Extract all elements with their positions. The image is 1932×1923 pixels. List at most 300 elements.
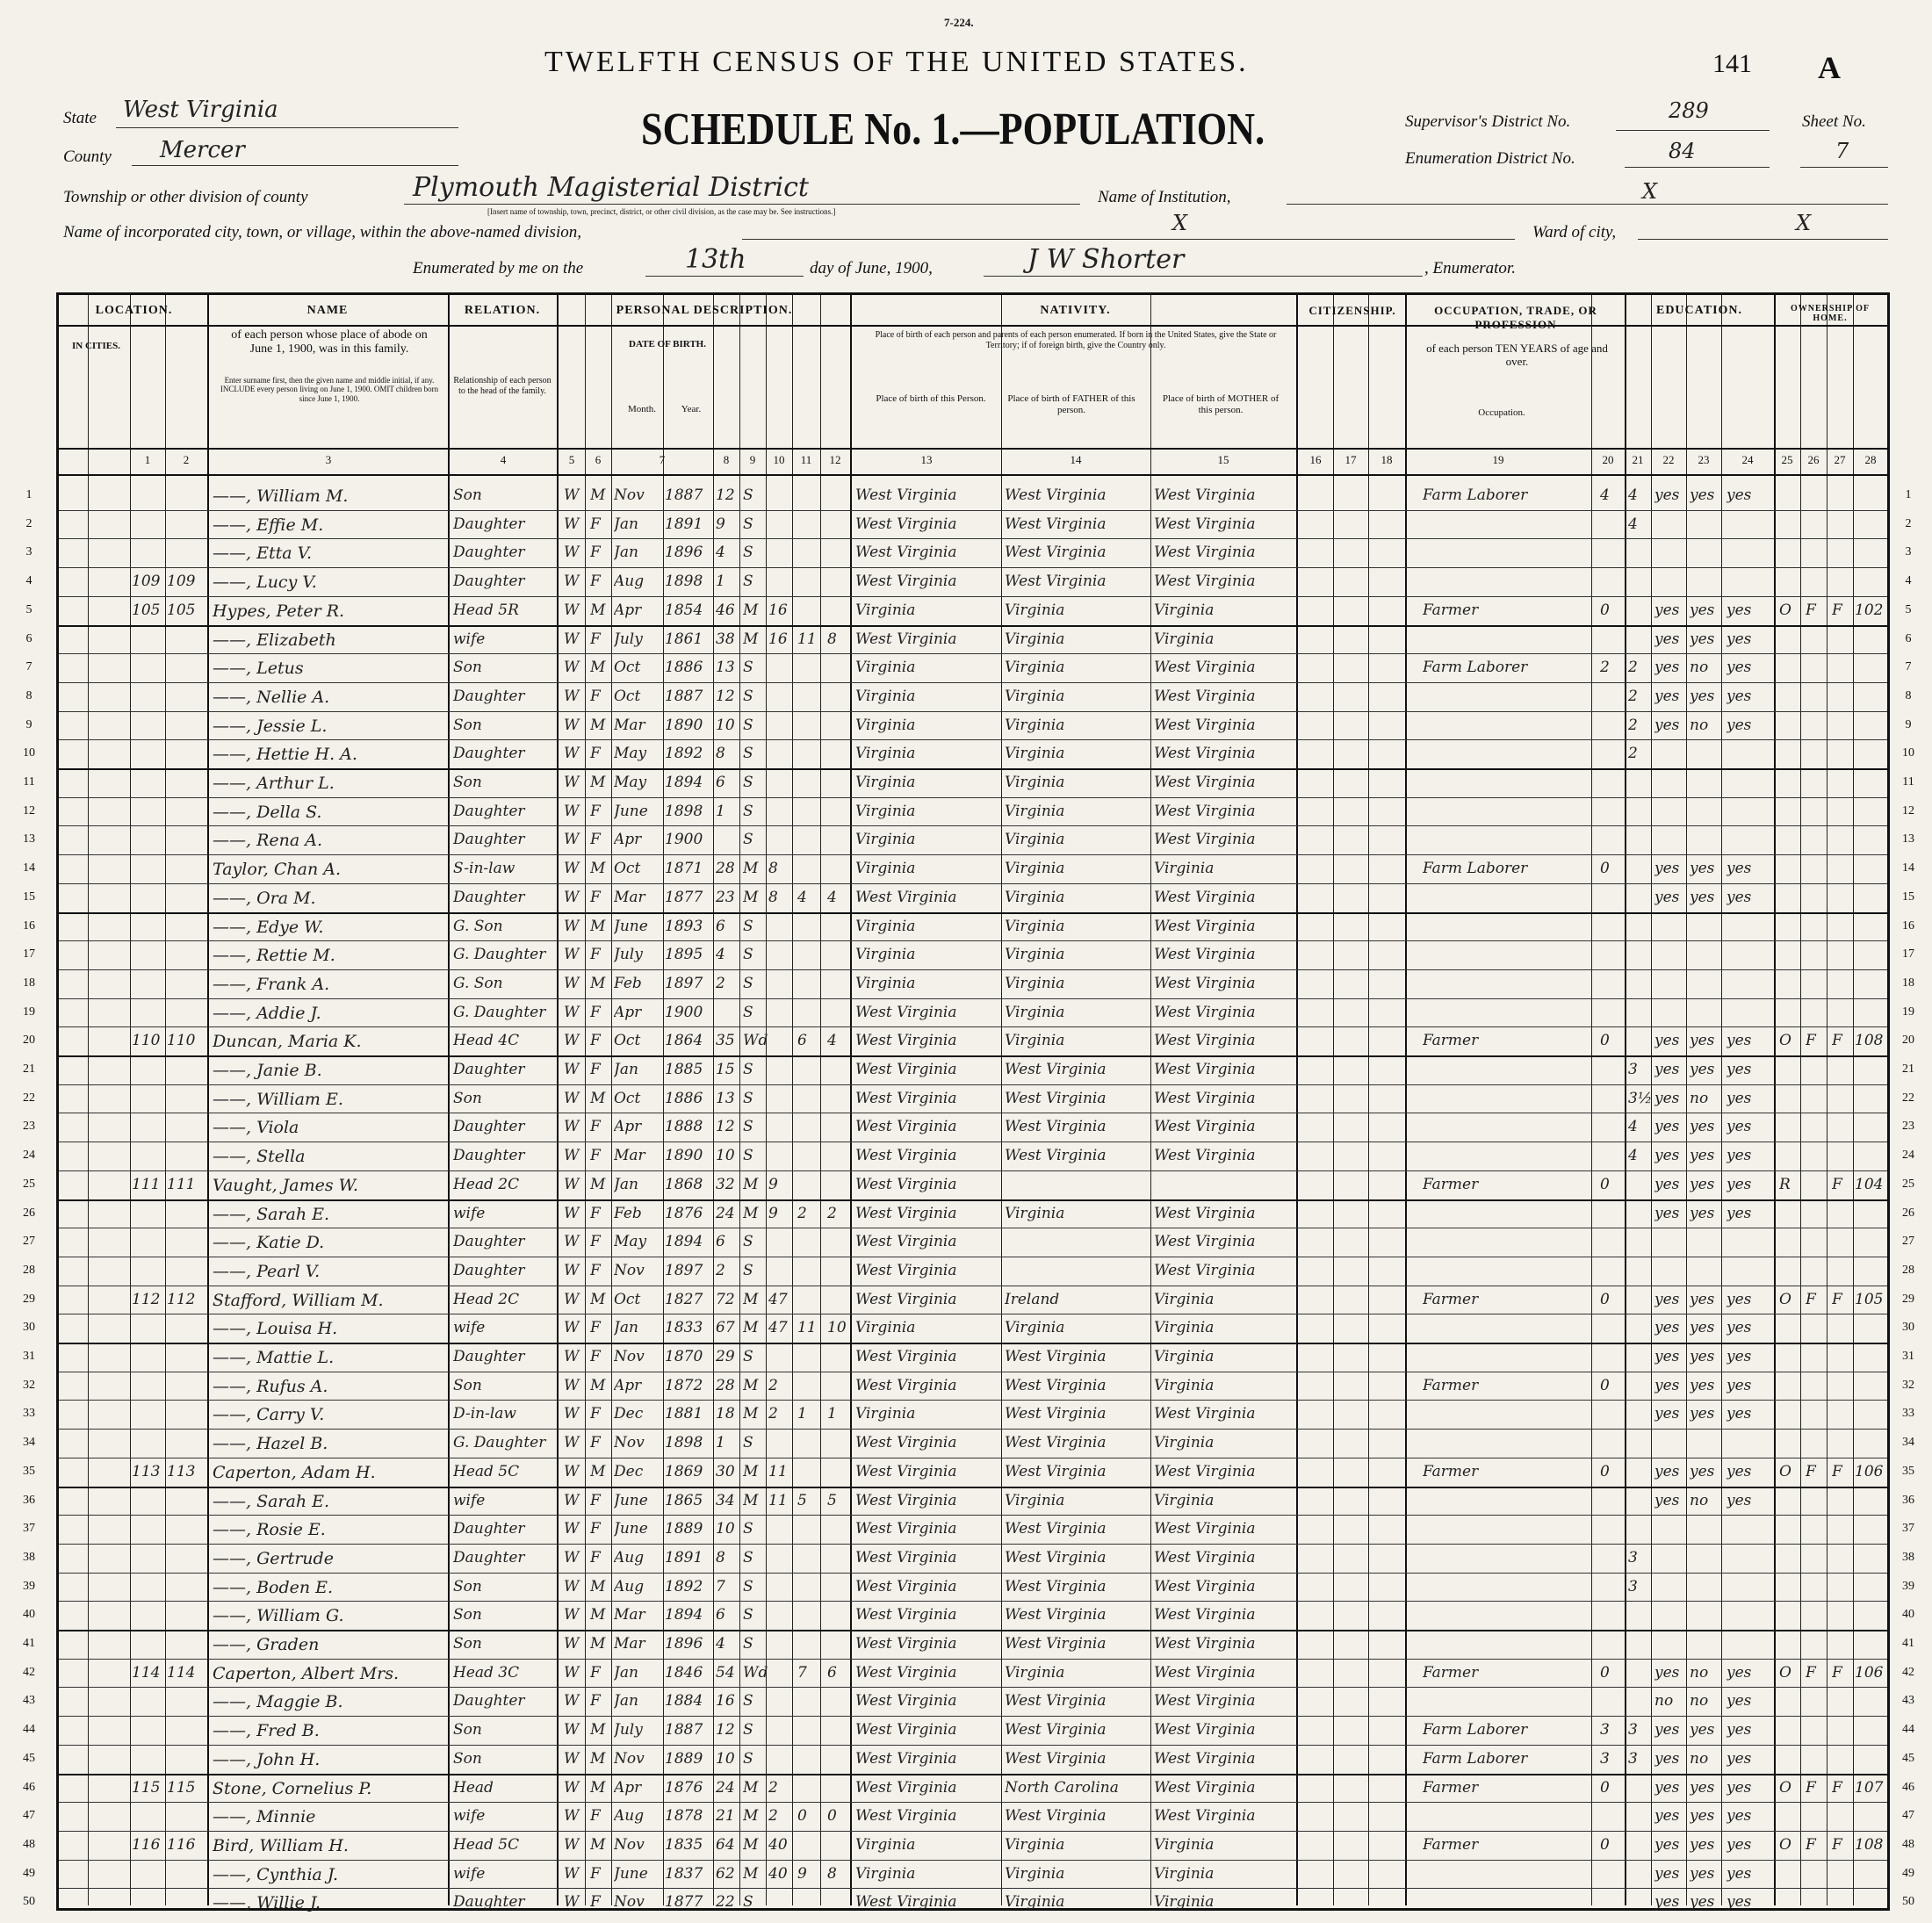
- column-number: 13: [920, 453, 933, 466]
- cell-color: W: [564, 1348, 580, 1365]
- occupation-header: OCCUPATION, TRADE, OR PROFESSION: [1434, 304, 1597, 331]
- cell-bm: Virginia: [1154, 1864, 1215, 1883]
- column-number: 14: [1070, 453, 1082, 466]
- cell-liv: 1: [827, 1405, 837, 1423]
- cell-ms: M: [743, 1376, 759, 1394]
- cell-sched: 106: [1855, 1462, 1884, 1480]
- cell-month: Aug: [614, 573, 645, 591]
- cell-rel: Head 5R: [453, 601, 519, 619]
- cell-yrs: 47: [768, 1290, 788, 1308]
- cell-read: yes: [1654, 1089, 1680, 1107]
- schedule-title: SCHEDULE No. 1.—POPULATION.: [641, 104, 1265, 155]
- cell-month: Nov: [614, 1749, 645, 1768]
- line-number: 32: [1902, 1378, 1914, 1392]
- cell-eng: yes: [1727, 1807, 1752, 1826]
- cell-bp: West Virginia: [855, 1233, 957, 1251]
- relation-description: Relationship of each person to the head of the family.: [453, 376, 551, 396]
- cell-sched: 105: [1855, 1290, 1884, 1308]
- cell-yrs: 16: [768, 630, 788, 648]
- cell-write: no: [1690, 1089, 1709, 1107]
- cell-color: W: [564, 1233, 580, 1251]
- column-number: 7: [659, 453, 666, 466]
- sheet-letter: A: [1818, 50, 1841, 85]
- cell-color: W: [564, 1204, 580, 1222]
- cell-bm: West Virginia: [1154, 1089, 1256, 1107]
- cell-sex: F: [590, 1692, 601, 1711]
- cell-eng: yes: [1727, 1462, 1752, 1480]
- cell-month: Nov: [614, 486, 645, 504]
- cell-bm: Virginia: [1154, 1835, 1215, 1854]
- cell-write: yes: [1690, 1721, 1715, 1739]
- cell-age: 1: [716, 573, 725, 591]
- cell-name: Caperton, Albert Mrs.: [213, 1663, 400, 1683]
- cell-born: 9: [797, 1864, 807, 1883]
- cell-bp: Virginia: [855, 1835, 916, 1854]
- cell-color: W: [564, 917, 580, 935]
- cell-bm: West Virginia: [1154, 515, 1256, 533]
- cell-ms: Wd: [743, 1663, 768, 1682]
- cell-write: yes: [1690, 1778, 1715, 1797]
- cell-rel: Son: [453, 1577, 482, 1595]
- column-number: 4: [500, 453, 507, 466]
- cell-eng: yes: [1727, 1348, 1752, 1365]
- cell-rel: Head 2C: [453, 1175, 520, 1193]
- cell-bp: West Virginia: [855, 1089, 957, 1107]
- cell-name: ——, Della S.: [213, 802, 322, 822]
- cell-year: 1861: [665, 630, 703, 648]
- cell-ms: M: [743, 601, 759, 619]
- cell-rel: Son: [453, 1089, 482, 1107]
- occupation-column-header: Occupation.: [1478, 407, 1525, 418]
- cell-age: 54: [716, 1663, 735, 1682]
- cell-age: 21: [716, 1807, 735, 1826]
- cell-sched: 108: [1855, 1032, 1884, 1050]
- name-header: NAME: [306, 304, 349, 317]
- cell-read: yes: [1654, 486, 1680, 504]
- cell-month: Nov: [614, 1434, 645, 1452]
- cell-name: Caperton, Adam H.: [213, 1462, 376, 1482]
- cell-eng: yes: [1727, 1835, 1752, 1854]
- cell-eng: yes: [1727, 1692, 1752, 1711]
- cell-month: Mar: [614, 1606, 645, 1624]
- cell-name: ——, Louisa H.: [213, 1319, 338, 1339]
- cell-age: 10: [716, 716, 735, 734]
- cell-bm: West Virginia: [1154, 1807, 1256, 1826]
- cell-eng: yes: [1727, 1491, 1752, 1509]
- column-number: 17: [1344, 453, 1357, 466]
- line-number: 19: [1902, 1005, 1914, 1019]
- cell-ms: S: [743, 1147, 753, 1165]
- cell-month: Apr: [614, 1118, 642, 1136]
- cell-year: 1896: [665, 544, 703, 562]
- cell-sex: F: [590, 1003, 601, 1021]
- cell-name: Bird, William H.: [213, 1835, 349, 1855]
- cell-name: ——, Effie M.: [213, 515, 324, 535]
- cell-color: W: [564, 1089, 580, 1107]
- cell-age: 9: [716, 515, 725, 533]
- line-number: 6: [1905, 631, 1912, 645]
- cell-year: 1888: [665, 1118, 703, 1136]
- cell-bf: Ireland: [1005, 1290, 1060, 1308]
- cell-dw: 112: [132, 1290, 161, 1308]
- column-number: 19: [1492, 453, 1504, 466]
- cell-bp: West Virginia: [855, 1376, 957, 1394]
- cell-rel: Daughter: [453, 544, 525, 562]
- cell-yrs: 8: [768, 860, 778, 878]
- cell-write: no: [1690, 1749, 1709, 1768]
- cell-bp: West Virginia: [855, 1635, 957, 1653]
- cell-year: 1887: [665, 687, 703, 705]
- cell-bf: Virginia: [1005, 946, 1065, 964]
- cell-color: W: [564, 1577, 580, 1595]
- nativity-header: NATIVITY.: [1040, 304, 1111, 317]
- cell-sex: F: [590, 745, 601, 763]
- column-number: 8: [723, 453, 730, 466]
- cell-sch: 3½: [1628, 1089, 1653, 1107]
- cell-write: yes: [1690, 888, 1715, 906]
- cell-rel: Daughter: [453, 515, 525, 533]
- cell-bp: West Virginia: [855, 1807, 957, 1826]
- cell-read: yes: [1654, 1462, 1680, 1480]
- cell-bf: West Virginia: [1005, 544, 1107, 562]
- cell-rel: Son: [453, 1721, 482, 1739]
- line-number: 29: [23, 1292, 35, 1306]
- cell-color: W: [564, 659, 580, 677]
- cell-bp: West Virginia: [855, 1061, 957, 1078]
- line-number: 1: [25, 488, 32, 501]
- census-title: TWELFTH CENSUS OF THE UNITED STATES.: [544, 46, 1249, 78]
- cell-ms: S: [743, 1577, 753, 1595]
- cell-bp: West Virginia: [855, 1577, 957, 1595]
- relation-header: RELATION.: [464, 304, 541, 317]
- cell-bf: West Virginia: [1005, 1692, 1107, 1711]
- cell-color: W: [564, 1434, 580, 1452]
- cell-ms: M: [743, 1319, 759, 1337]
- line-number: 15: [23, 889, 35, 904]
- cell-ms: M: [743, 888, 759, 906]
- cell-yrs: 2: [768, 1405, 778, 1423]
- line-number: 9: [25, 717, 32, 731]
- cell-bm: West Virginia: [1154, 486, 1256, 504]
- cell-bf: West Virginia: [1005, 1348, 1107, 1365]
- cell-bf: West Virginia: [1005, 1061, 1107, 1078]
- line-number: 20: [1902, 1034, 1914, 1048]
- column-number: 3: [325, 453, 332, 466]
- cell-year: 1872: [665, 1376, 703, 1394]
- cell-name: ——, Rettie M.: [213, 946, 335, 966]
- cell-age: 12: [716, 1721, 735, 1739]
- line-number: 50: [1902, 1895, 1914, 1909]
- township-note: [Insert name of township, town, precinct, district, or other civil division, as the case may be. See instructions.]: [487, 207, 836, 216]
- cell-rel: wife: [453, 1807, 486, 1826]
- cell-bp: West Virginia: [855, 1893, 957, 1912]
- cell-year: 1891: [665, 515, 703, 533]
- cell-year: 1887: [665, 1721, 703, 1739]
- cell-color: W: [564, 831, 580, 849]
- cell-ms: S: [743, 917, 753, 935]
- cell-yrs: 2: [768, 1376, 778, 1394]
- line-number: 48: [23, 1837, 35, 1851]
- cell-rel: Daughter: [453, 1692, 525, 1711]
- cell-name: ——, Viola: [213, 1118, 299, 1138]
- cell-name: ——, Cynthia J.: [213, 1864, 339, 1884]
- cell-year: 1869: [665, 1462, 703, 1480]
- line-number: 35: [1902, 1464, 1914, 1478]
- cell-bp: West Virginia: [855, 1261, 957, 1279]
- cell-year: 1878: [665, 1807, 703, 1826]
- cell-sex: M: [590, 601, 606, 619]
- line-number: 44: [1902, 1723, 1914, 1737]
- cell-bp: Virginia: [855, 946, 916, 964]
- cell-write: yes: [1690, 1319, 1715, 1337]
- cell-eng: yes: [1727, 1089, 1752, 1107]
- cell-own: O: [1779, 1032, 1791, 1050]
- column-number: 1: [144, 453, 151, 466]
- line-number: 42: [23, 1665, 35, 1679]
- cell-write: yes: [1690, 1118, 1715, 1136]
- cell-sex: F: [590, 1032, 601, 1050]
- sheet-value: 7: [1835, 139, 1849, 163]
- cell-name: ——, William G.: [213, 1606, 344, 1626]
- line-number: 43: [23, 1694, 35, 1708]
- cell-bm: West Virginia: [1154, 917, 1256, 935]
- cell-name: Vaught, James W.: [213, 1175, 358, 1195]
- line-number: 29: [1902, 1292, 1914, 1306]
- cell-sex: M: [590, 486, 606, 504]
- cell-rel: Head 3C: [453, 1663, 520, 1682]
- line-number: 32: [23, 1378, 35, 1392]
- cell-bp: West Virginia: [855, 1606, 957, 1624]
- cell-ms: M: [743, 1204, 759, 1222]
- cell-sch: 4: [1628, 1118, 1638, 1136]
- cell-month: July: [614, 946, 643, 964]
- cell-ms: S: [743, 1261, 753, 1279]
- cell-write: yes: [1690, 1204, 1715, 1222]
- cell-own: R: [1779, 1175, 1791, 1193]
- line-number: 26: [23, 1206, 35, 1220]
- cell-age: 28: [716, 860, 735, 878]
- cell-bp: West Virginia: [855, 1663, 957, 1682]
- cell-sex: F: [590, 573, 601, 591]
- line-number: 19: [23, 1005, 35, 1019]
- cell-eng: yes: [1727, 659, 1752, 677]
- cell-ms: S: [743, 687, 753, 705]
- cell-yrs: 11: [768, 1462, 788, 1480]
- cell-occ: Farmer: [1423, 601, 1479, 619]
- citizenship-header: CITIZENSHIP.: [1308, 304, 1396, 317]
- column-number: 18: [1381, 453, 1393, 466]
- cell-bp: West Virginia: [855, 486, 957, 504]
- cell-sex: F: [590, 630, 601, 648]
- line-number: 1: [1905, 488, 1912, 501]
- cell-read: yes: [1654, 716, 1680, 734]
- cell-own: O: [1779, 1835, 1791, 1854]
- cell-fam: 109: [167, 573, 196, 591]
- line-number: 21: [1902, 1062, 1914, 1076]
- cell-color: W: [564, 946, 580, 964]
- birth-person-header: Place of birth of this Person.: [876, 393, 986, 404]
- cell-age: 15: [716, 1061, 735, 1078]
- cell-dw: 115: [132, 1778, 161, 1797]
- cell-age: 16: [716, 1692, 735, 1711]
- cell-month: Oct: [614, 860, 641, 878]
- cell-year: 1864: [665, 1032, 703, 1050]
- cell-age: 6: [716, 1606, 725, 1624]
- cell-sex: F: [590, 1434, 601, 1452]
- cell-color: W: [564, 687, 580, 705]
- column-number: 10: [773, 453, 785, 466]
- cell-name: ——, Maggie B.: [213, 1692, 343, 1712]
- cell-eng: yes: [1727, 1864, 1752, 1883]
- cell-sex: F: [590, 1319, 601, 1337]
- cell-write: no: [1690, 659, 1709, 677]
- cell-bm: West Virginia: [1154, 1003, 1256, 1021]
- cell-occ: Farmer: [1423, 1376, 1479, 1394]
- cell-bf: West Virginia: [1005, 1462, 1107, 1480]
- form-code: 7-224.: [944, 16, 974, 29]
- cell-bm: Virginia: [1154, 1434, 1215, 1452]
- cell-sex: F: [590, 1061, 601, 1078]
- location-header: LOCATION.: [95, 304, 173, 317]
- column-number: 9: [749, 453, 756, 466]
- date-of-birth-header: DATE OF BIRTH.: [629, 339, 706, 349]
- city-label: Name of incorporated city, town, or village, within the above-named division,: [63, 223, 581, 241]
- cell-born: 0: [797, 1807, 807, 1826]
- cell-read: yes: [1654, 1319, 1680, 1337]
- cell-read: yes: [1654, 1405, 1680, 1423]
- cell-unemp: 0: [1600, 1290, 1610, 1308]
- cell-write: yes: [1690, 1864, 1715, 1883]
- cell-year: 1876: [665, 1204, 703, 1222]
- cell-born: 5: [797, 1491, 807, 1509]
- cell-name: ——, Rena A.: [213, 831, 322, 851]
- cell-ms: S: [743, 1003, 753, 1021]
- cell-bp: Virginia: [855, 917, 916, 935]
- cell-rel: Daughter: [453, 1061, 525, 1078]
- cell-month: Jan: [614, 1663, 638, 1682]
- cell-age: 22: [716, 1893, 735, 1912]
- cell-bm: West Virginia: [1154, 1749, 1256, 1768]
- cell-ms: S: [743, 1548, 753, 1566]
- line-number: 17: [1902, 947, 1914, 962]
- column-number: 28: [1864, 453, 1877, 466]
- cell-name: ——, Katie D.: [213, 1233, 325, 1253]
- cell-own: O: [1779, 1462, 1791, 1480]
- enumerator-signature: J W Shorter: [1027, 244, 1185, 275]
- line-number: 5: [25, 602, 32, 616]
- cell-unemp: 0: [1600, 1376, 1610, 1394]
- cell-bf: Virginia: [1005, 774, 1065, 791]
- cell-ms: S: [743, 1893, 753, 1912]
- cell-dw: 113: [132, 1462, 161, 1480]
- institution-label: Name of Institution,: [1098, 188, 1231, 206]
- cell-write: yes: [1690, 1462, 1715, 1480]
- cell-name: ——, Ora M.: [213, 888, 316, 908]
- cell-bm: West Virginia: [1154, 1261, 1256, 1279]
- line-number: 8: [25, 688, 32, 702]
- cell-bm: Virginia: [1154, 1491, 1215, 1509]
- cell-fam: 110: [167, 1032, 196, 1050]
- cell-occ: Farmer: [1423, 1778, 1479, 1797]
- cell-bp: West Virginia: [855, 1204, 957, 1222]
- cell-born: 6: [797, 1032, 807, 1050]
- cell-color: W: [564, 1261, 580, 1279]
- cell-sch: 3: [1628, 1749, 1638, 1768]
- cell-sch: 2: [1628, 687, 1638, 705]
- county-label: County: [63, 148, 112, 166]
- supervisor-value: 289: [1669, 98, 1709, 123]
- cell-bf: Virginia: [1005, 1893, 1065, 1912]
- cell-rel: Daughter: [453, 831, 525, 849]
- cell-read: yes: [1654, 659, 1680, 677]
- cell-month: May: [614, 745, 647, 763]
- cell-sch: 4: [1628, 1147, 1638, 1165]
- cell-year: 1881: [665, 1405, 703, 1423]
- line-number: 49: [23, 1866, 35, 1880]
- cell-month: Aug: [614, 1807, 645, 1826]
- cell-age: 13: [716, 1089, 735, 1107]
- cell-free: F: [1806, 601, 1816, 619]
- cell-rel: wife: [453, 1204, 486, 1222]
- cell-bm: West Virginia: [1154, 745, 1256, 763]
- cell-color: W: [564, 860, 580, 878]
- cell-rel: Daughter: [453, 1118, 525, 1136]
- cell-bp: Virginia: [855, 601, 916, 619]
- cell-rel: Daughter: [453, 1233, 525, 1251]
- cell-age: 8: [716, 1548, 725, 1566]
- cell-color: W: [564, 1663, 580, 1682]
- cell-year: 1890: [665, 716, 703, 734]
- cell-sex: M: [590, 774, 606, 791]
- cell-yrs: 16: [768, 601, 788, 619]
- cell-name: Stafford, William M.: [213, 1290, 384, 1310]
- cell-write: no: [1690, 716, 1709, 734]
- cell-month: Mar: [614, 716, 645, 734]
- column-number: 2: [183, 453, 190, 466]
- cell-free: F: [1806, 1663, 1816, 1682]
- cell-bp: West Virginia: [855, 1003, 957, 1021]
- line-number: 7: [1905, 660, 1912, 674]
- cell-color: W: [564, 1606, 580, 1624]
- cell-ms: S: [743, 774, 753, 791]
- cell-bf: Virginia: [1005, 802, 1065, 820]
- cell-bf: Virginia: [1005, 1491, 1065, 1509]
- line-number: 2: [25, 516, 32, 530]
- line-number: 47: [23, 1809, 35, 1823]
- column-number: 23: [1698, 453, 1710, 466]
- cell-eng: yes: [1727, 630, 1752, 648]
- cell-bp: West Virginia: [855, 544, 957, 562]
- cell-occ: Farm Laborer: [1423, 486, 1528, 504]
- nativity-description: Place of birth of each person and parents of each person enumerated. If born in the United States, give the State or Territory; if of foreign birth, give the Country only.: [875, 330, 1277, 350]
- cell-bp: West Virginia: [855, 630, 957, 648]
- line-number: 26: [1902, 1206, 1914, 1220]
- cell-born: 11: [797, 630, 817, 648]
- cell-bp: West Virginia: [855, 1749, 957, 1768]
- cell-bm: West Virginia: [1154, 1577, 1256, 1595]
- cell-name: ——, Rufus A.: [213, 1376, 328, 1396]
- line-number: 10: [1902, 746, 1914, 760]
- cell-bp: Virginia: [855, 716, 916, 734]
- cell-unemp: 0: [1600, 601, 1610, 619]
- cell-sex: M: [590, 1721, 606, 1739]
- cell-ms: S: [743, 1434, 753, 1452]
- cell-dw: 109: [132, 573, 161, 591]
- cell-name: ——, Elizabeth: [213, 630, 336, 650]
- cell-eng: yes: [1727, 1663, 1752, 1682]
- cell-bf: West Virginia: [1005, 1577, 1107, 1595]
- cell-rel: wife: [453, 630, 486, 648]
